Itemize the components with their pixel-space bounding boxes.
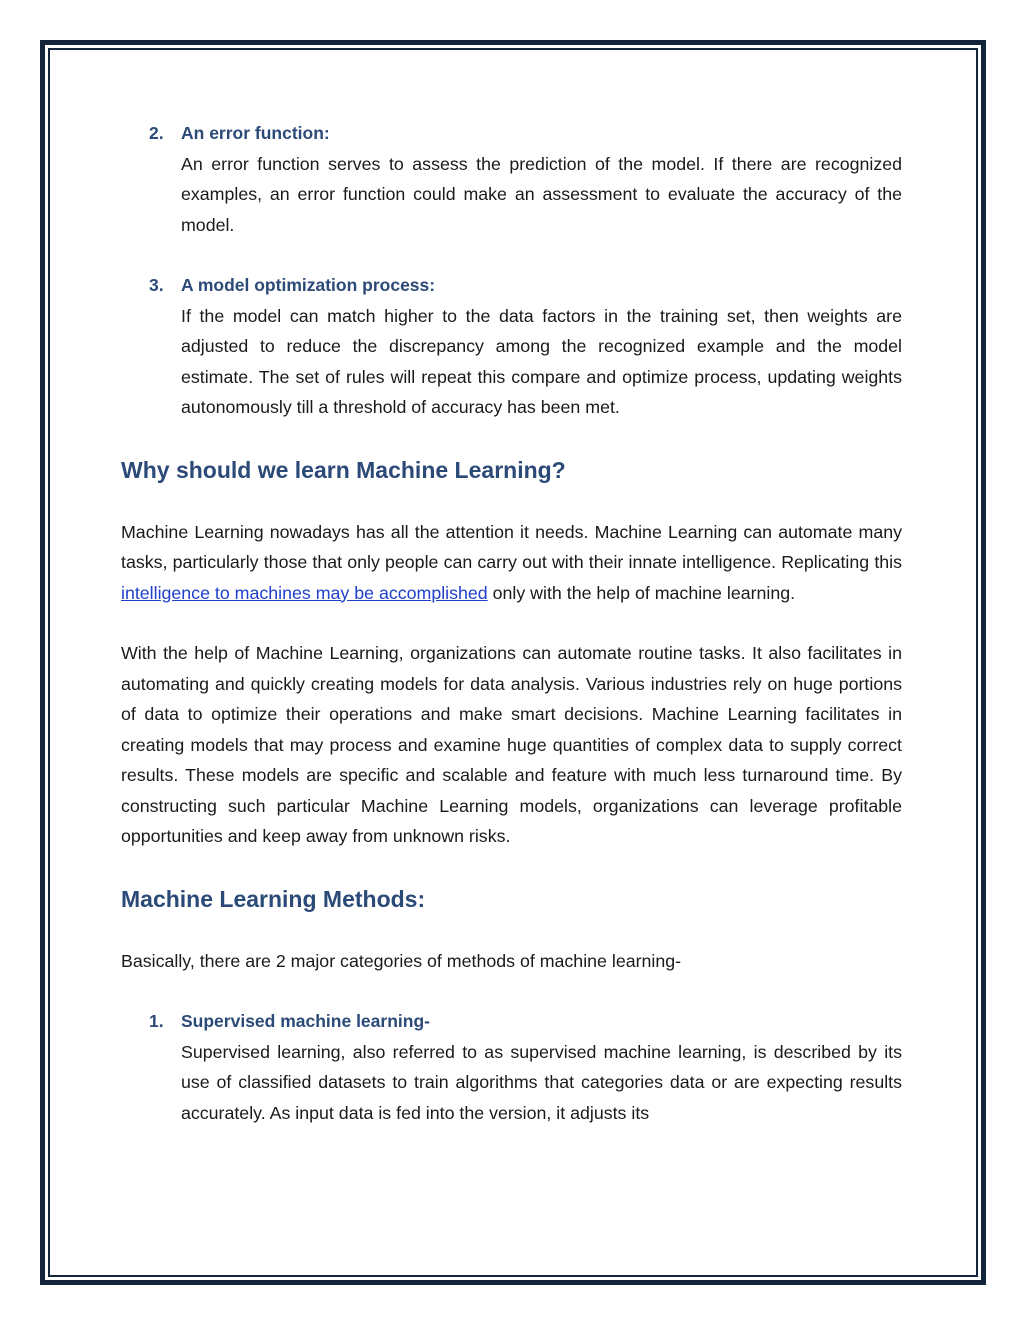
paragraph-methods-intro: Basically, there are 2 major categories of methods of machine learning- xyxy=(121,950,682,971)
list-item-optimization xyxy=(121,270,902,423)
list-item-title: An error function: xyxy=(181,123,330,143)
paragraph-why-2: With the help of Machine Learning, organizations can automate routine tasks. It also facilitates in automating and quickly creating models for data analysis. Various industries rely on huge portions of data to optimize their operations and make smart decisions. Machine Learning facilitates in creating models that may process and examine huge quantities of complex data to supply correct results. These models are specific and scalable and feature with much less turnaround time. By constructing such particular Machine Learning models, organizations can leverage profitable opportunities and keep away from unknown risks. xyxy=(121,643,902,846)
list-item-title: Supervised machine learning- xyxy=(181,1011,430,1031)
list-item-number: 2. xyxy=(149,123,164,143)
list-item-error-function xyxy=(121,118,902,240)
paragraph-text: Machine Learning nowadays has all the attention it needs. Machine Learning can automate many tasks, particularly those that only people can carry out with their innate intelligence. Replicating this xyxy=(121,521,902,572)
list-item-supervised xyxy=(121,1006,902,1128)
section-heading-why: Why should we learn Machine Learning? xyxy=(121,456,566,483)
section-heading-methods: Machine Learning Methods: xyxy=(121,885,426,912)
document-content xyxy=(121,118,902,1128)
list-item-heading xyxy=(121,1006,902,1037)
paragraph-text: only with the help of machine learning. xyxy=(487,582,796,603)
paragraph-why-1 xyxy=(121,517,902,609)
list-item-title: A model optimization process: xyxy=(181,275,436,295)
list-item-body: An error function serves to assess the prediction of the model. If there are recognized examples, an error function could make an assessment to evaluate the accuracy of the model. xyxy=(181,153,902,235)
list-item-body: Supervised learning, also referred to as supervised machine learning, is described by its use of classified datasets to train algorithms that categories data or are expecting results accurately. As input data is fed into the version, it adjusts its xyxy=(181,1041,902,1123)
list-item-body: If the model can match higher to the data factors in the training set, then weights are adjusted to reduce the discrepancy among the recognized example and the model estimate. The set of rules will repeat this compare and optimize process, updating weights autonomously till a threshold of accuracy has been met. xyxy=(181,305,902,417)
intelligence-link[interactable]: intelligence to machines may be accomplished xyxy=(121,582,488,603)
list-item-number: 1. xyxy=(149,1011,164,1031)
list-item-heading xyxy=(121,118,902,149)
list-item-heading xyxy=(121,270,902,301)
list-item-number: 3. xyxy=(149,275,164,295)
